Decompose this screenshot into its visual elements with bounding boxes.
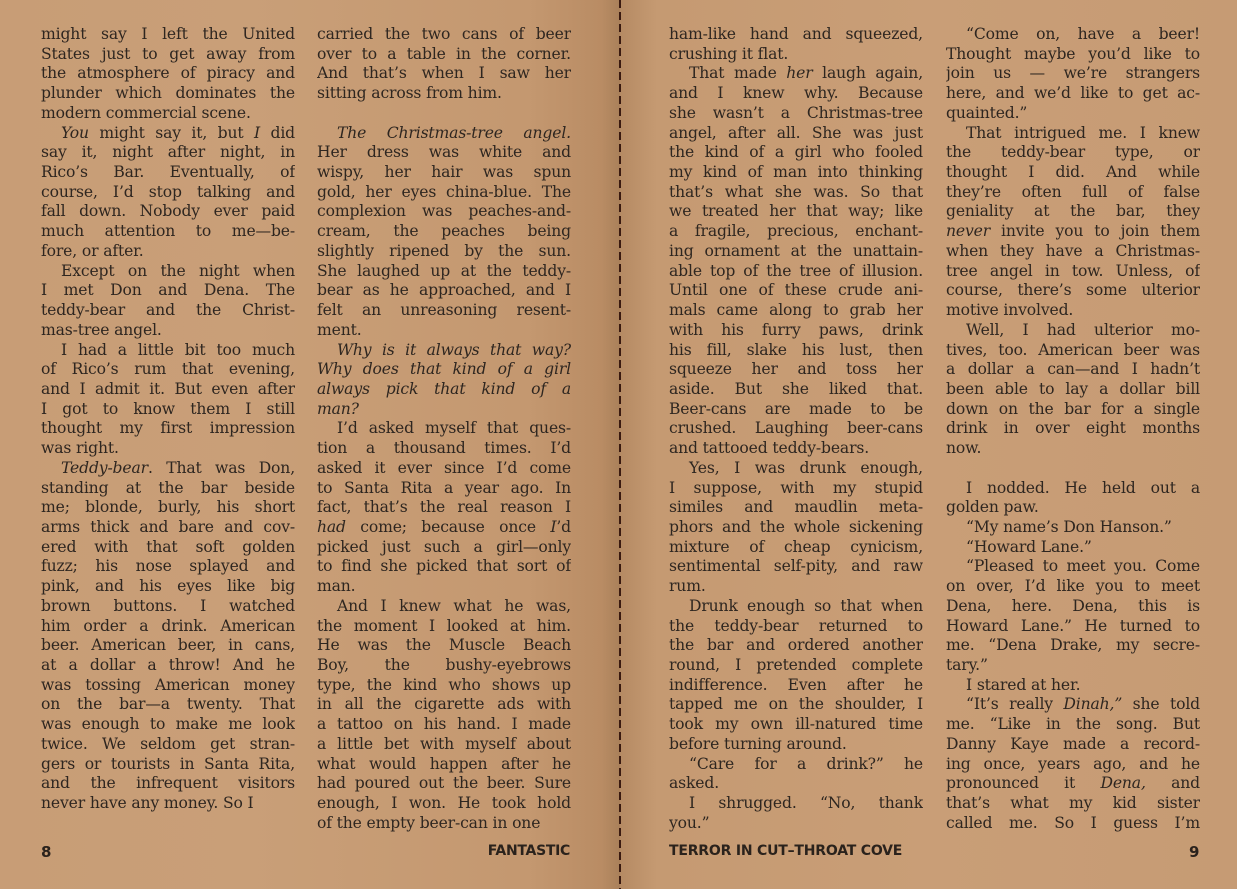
text-line: complexion was peaches-and- bbox=[317, 202, 571, 221]
text-column-2 bbox=[317, 25, 571, 833]
text-line: squeeze her and toss her bbox=[669, 360, 923, 379]
text-line: down on the bar for a single bbox=[946, 399, 1200, 418]
text-line: me; blonde, burly, his short bbox=[41, 498, 295, 517]
text-line: we treated her that way; like bbox=[669, 202, 923, 221]
text-line: tives, too. American beer was bbox=[946, 340, 1200, 359]
text-line: geniality at the bar, they bbox=[946, 202, 1200, 221]
text-line: sentimental self-pity, and raw bbox=[669, 557, 923, 576]
text-line: the atmosphere of piracy and bbox=[41, 64, 295, 83]
text-span: ’d bbox=[556, 517, 571, 536]
text-span: might say it, but bbox=[88, 123, 254, 142]
text-line: Dena, here. Dena, this is bbox=[946, 596, 1200, 615]
text-line: fall down. Nobody ever paid bbox=[41, 202, 295, 221]
text-line: Danny Kaye made a record- bbox=[946, 734, 1200, 753]
text-line: you.” bbox=[669, 813, 710, 832]
text-line: I met Don and Dena. The bbox=[41, 281, 295, 300]
text-line: tary.” bbox=[946, 656, 988, 674]
text-line: they’re often full of false bbox=[946, 182, 1200, 201]
text-line: States just to get away from bbox=[41, 44, 295, 63]
text-line: over to a table in the corner. bbox=[317, 44, 571, 63]
text-line: course, I’d stop talking and bbox=[41, 182, 295, 201]
text-line: He was the Muscle Beach bbox=[317, 636, 571, 655]
page-number-right: 9 bbox=[1189, 843, 1200, 861]
text-line: and I admit it. But even after bbox=[41, 379, 295, 398]
text-line: ham-like hand and squeezed, bbox=[669, 25, 923, 43]
text-line: what would happen after he bbox=[317, 754, 571, 773]
text-line: much attention to me—be- bbox=[41, 222, 295, 241]
text-line: similes and maudlin meta- bbox=[669, 498, 923, 517]
text-line: sitting across from him. bbox=[317, 84, 502, 103]
text-line: I shrugged. “No, thank bbox=[689, 794, 923, 813]
text-line: gers or tourists in Santa Rita, bbox=[41, 754, 295, 773]
text-line: rum. bbox=[669, 577, 706, 596]
text-line: to find she picked that sort of bbox=[317, 557, 571, 576]
text-line: I got to know them I still bbox=[41, 399, 295, 418]
text-line bbox=[317, 518, 571, 538]
text-line: course, there’s some ulterior bbox=[946, 281, 1200, 300]
text-line: the teddy-bear returned to bbox=[669, 616, 923, 635]
page-number-left: 8 bbox=[41, 843, 52, 861]
italic-text: Teddy-bear bbox=[61, 458, 148, 477]
text-line: motive involved. bbox=[946, 301, 1074, 320]
text-line: angel, after all. She was just bbox=[669, 123, 923, 142]
italic-text: never bbox=[946, 222, 991, 241]
text-line: beer. American beer, in cans, bbox=[41, 636, 295, 655]
italic-text: I bbox=[550, 517, 557, 536]
text-span: That made bbox=[689, 64, 787, 83]
text-line: of Rico’s rum that evening, bbox=[41, 360, 295, 379]
text-line: in all the cigarette ads with bbox=[317, 695, 571, 714]
text-line: a fragile, precious, enchant- bbox=[669, 222, 923, 241]
text-line: And that’s when I saw her bbox=[317, 64, 571, 83]
text-line: The Christmas-tree angel. bbox=[337, 123, 571, 142]
text-line: standing at the bar beside bbox=[41, 478, 295, 497]
text-line: the teddy-bear type, or bbox=[946, 143, 1200, 162]
text-line: ing once, years ago, and he bbox=[946, 754, 1200, 773]
text-line: That intrigued me. I knew bbox=[966, 123, 1200, 142]
text-line: and I knew why. Because bbox=[669, 84, 923, 103]
text-line bbox=[946, 222, 1200, 242]
text-line: able top of the tree of illusion. bbox=[669, 261, 923, 280]
running-head-left: FANTASTIC bbox=[487, 843, 570, 859]
text-line: Except on the night when bbox=[61, 261, 295, 280]
text-line: “Care for a drink?” he bbox=[689, 754, 923, 773]
text-line: called me. So I guess I’m bbox=[946, 813, 1200, 832]
text-line: and the infrequent visitors bbox=[41, 774, 295, 793]
text-line: join us — we’re strangers bbox=[946, 64, 1200, 83]
text-column-1 bbox=[41, 25, 295, 814]
text-line: I had a little bit too much bbox=[61, 340, 295, 359]
text-line: ing ornament at the unattain- bbox=[669, 241, 923, 260]
text-line: crushing it flat. bbox=[669, 44, 789, 63]
text-line: a dollar a can—and I hadn’t bbox=[946, 360, 1200, 379]
text-span: invite you to join them bbox=[990, 222, 1200, 241]
text-line: fore, or after. bbox=[41, 241, 144, 260]
italic-text: her bbox=[786, 64, 813, 83]
text-line bbox=[669, 64, 923, 84]
text-line: golden paw. bbox=[946, 498, 1039, 517]
text-line: might say I left the United bbox=[41, 25, 295, 43]
text-line: of the empty beer-can in one bbox=[317, 813, 541, 832]
text-line: Rico’s Bar. Eventually, of bbox=[41, 163, 295, 182]
text-line: She laughed up at the teddy- bbox=[317, 261, 571, 280]
text-line: phors and the whole sickening bbox=[669, 517, 923, 536]
text-line: on the bar—a twenty. That bbox=[41, 695, 295, 714]
text-line: arms thick and bare and cov- bbox=[41, 517, 295, 536]
text-line: on over, I’d like you to meet bbox=[946, 577, 1200, 596]
text-line: Her dress was white and bbox=[317, 143, 571, 162]
text-line: now. bbox=[946, 439, 982, 458]
text-span: laugh again, bbox=[812, 64, 923, 83]
text-line: my kind of man into thinking bbox=[669, 163, 923, 182]
text-line: the kind of a girl who fooled bbox=[669, 143, 923, 162]
text-line: Thought maybe you’d like to bbox=[946, 44, 1200, 63]
italic-text: Dinah,” bbox=[1063, 695, 1123, 714]
text-span: come; because once bbox=[345, 517, 551, 536]
text-span: and bbox=[1145, 774, 1200, 793]
text-line: teddy-bear and the Christ- bbox=[41, 301, 295, 320]
text-span: . That was Don, bbox=[147, 458, 295, 477]
text-line: tion a thousand times. I’d bbox=[317, 439, 571, 458]
text-line: I stared at her. bbox=[966, 675, 1081, 694]
text-line: thought my first impression bbox=[41, 419, 295, 438]
text-line: his fill, slake his lust, then bbox=[669, 340, 923, 359]
text-line: cream, the peaches being bbox=[317, 222, 571, 241]
text-line: ment. bbox=[317, 320, 362, 339]
italic-text: Dena, bbox=[1100, 774, 1146, 793]
text-line: and tattooed teddy-bears. bbox=[669, 439, 870, 458]
text-span: she told bbox=[1122, 695, 1200, 714]
italic-text: I bbox=[253, 123, 260, 142]
text-line: Why does that kind of a girl bbox=[317, 360, 571, 379]
text-line: Drunk enough so that when bbox=[689, 596, 923, 615]
text-line: me. “Dena Drake, my secre- bbox=[946, 636, 1200, 655]
text-line bbox=[946, 695, 1200, 715]
text-line: slightly ripened by the sun. bbox=[317, 241, 571, 260]
text-line: at a dollar a throw! And he bbox=[41, 656, 295, 674]
text-line: Boy, the bushy-eyebrows bbox=[317, 656, 571, 674]
text-line: Beer-cans are made to be bbox=[669, 399, 923, 418]
text-line: took my own ill-natured time bbox=[669, 715, 923, 734]
text-line: the moment I looked at him. bbox=[317, 616, 571, 635]
text-line: never have any money. So I bbox=[41, 794, 254, 813]
text-line: And I knew what he was, bbox=[337, 596, 571, 615]
text-line: enough, I won. He took hold bbox=[317, 794, 571, 813]
text-line: me. “Like in the song. But bbox=[946, 715, 1200, 734]
text-line: man? bbox=[317, 399, 359, 418]
text-line: was tossing American money bbox=[41, 675, 295, 694]
text-line: she wasn’t a Christmas-tree bbox=[669, 103, 923, 122]
text-line: a tattoo on his hand. I made bbox=[317, 715, 571, 734]
text-line: bear as he approached, and I bbox=[317, 281, 571, 300]
text-line: plunder which dominates the bbox=[41, 84, 295, 103]
text-line: always pick that kind of a bbox=[317, 379, 571, 398]
text-line: indifference. Even after he bbox=[669, 675, 923, 694]
text-line: round, I pretended complete bbox=[669, 656, 923, 674]
text-span: “It’s really bbox=[966, 695, 1064, 714]
text-line: him order a drink. American bbox=[41, 616, 295, 635]
text-line: “My name’s Don Hanson.” bbox=[966, 517, 1172, 536]
text-line: Why is it always that way? bbox=[337, 340, 571, 359]
text-line: pink, and his eyes like big bbox=[41, 577, 295, 596]
blank-line bbox=[946, 459, 1200, 479]
text-line: picked just such a girl—only bbox=[317, 537, 571, 556]
text-line: here, and we’d like to get ac- bbox=[946, 84, 1200, 103]
text-line: man. bbox=[317, 577, 356, 596]
text-line: tapped me on the shoulder, I bbox=[669, 695, 923, 714]
text-line: thought I did. And while bbox=[946, 163, 1200, 182]
text-span: pronounced it bbox=[946, 774, 1101, 793]
text-line: say it, night after night, in bbox=[41, 143, 295, 162]
text-line: wispy, her hair was spun bbox=[317, 163, 571, 182]
text-line: modern commercial scene. bbox=[41, 103, 251, 122]
text-line: Until one of these crude ani- bbox=[669, 281, 923, 300]
text-line: with his furry paws, drink bbox=[669, 320, 923, 339]
text-line: mas-tree angel. bbox=[41, 320, 162, 339]
text-line bbox=[41, 459, 295, 479]
text-line: crushed. Laughing beer-cans bbox=[669, 419, 923, 438]
text-line: Howard Lane.” He turned to bbox=[946, 616, 1200, 635]
gutter-stitch-line bbox=[619, 0, 621, 889]
text-line: was enough to make me look bbox=[41, 715, 295, 734]
text-line: fuzz; his nose splayed and bbox=[41, 557, 295, 576]
text-line: I’d asked myself that ques- bbox=[337, 419, 571, 438]
text-line: that’s what she was. So that bbox=[669, 182, 923, 201]
text-column-3 bbox=[669, 25, 923, 833]
text-line: quainted.” bbox=[946, 103, 1028, 122]
text-line: ered with that soft golden bbox=[41, 537, 295, 556]
text-line: had poured out the beer. Sure bbox=[317, 774, 571, 793]
text-column-4 bbox=[946, 25, 1200, 833]
text-line: mals came along to grab her bbox=[669, 301, 923, 320]
text-line: “Howard Lane.” bbox=[966, 537, 1092, 556]
text-line: the bar and ordered another bbox=[669, 636, 923, 655]
text-line: asked. bbox=[669, 774, 720, 793]
text-line: carried the two cans of beer bbox=[317, 25, 571, 43]
text-line bbox=[41, 124, 295, 144]
text-line bbox=[946, 774, 1200, 794]
text-line: drink in over eight months bbox=[946, 419, 1200, 438]
blank-line bbox=[317, 104, 571, 124]
text-line: Yes, I was drunk enough, bbox=[689, 458, 923, 477]
text-line: been able to lay a dollar bill bbox=[946, 379, 1200, 398]
text-line: asked it ever since I’d come bbox=[317, 458, 571, 477]
text-line: a little bet with myself about bbox=[317, 734, 571, 753]
text-line: tree angel in tow. Unless, of bbox=[946, 261, 1200, 280]
text-line: brown buttons. I watched bbox=[41, 596, 295, 615]
text-line: before turning around. bbox=[669, 734, 847, 753]
text-line: Well, I had ulterior mo- bbox=[966, 320, 1200, 339]
running-head-right: TERROR IN CUT–THROAT COVE bbox=[669, 843, 903, 859]
text-line: I suppose, with my stupid bbox=[669, 478, 923, 497]
text-line: fact, that’s the real reason I bbox=[317, 498, 571, 517]
text-span: did bbox=[260, 123, 295, 142]
text-line: I nodded. He held out a bbox=[966, 478, 1200, 497]
text-line: mixture of cheap cynicism, bbox=[669, 537, 923, 556]
text-line: when they have a Christmas- bbox=[946, 241, 1200, 260]
text-line: felt an unreasoning resent- bbox=[317, 301, 571, 320]
text-line: that’s what my kid sister bbox=[946, 794, 1200, 813]
text-line: was right. bbox=[41, 439, 119, 458]
text-line: aside. But she liked that. bbox=[669, 379, 923, 398]
italic-text: You bbox=[61, 123, 89, 142]
text-line: “Come on, have a beer! bbox=[966, 25, 1200, 43]
text-line: to Santa Rita a year ago. In bbox=[317, 478, 571, 497]
text-line: type, the kind who shows up bbox=[317, 675, 571, 694]
text-line: twice. We seldom get stran- bbox=[41, 734, 295, 753]
italic-text: had bbox=[317, 517, 346, 536]
text-line: “Pleased to meet you. Come bbox=[966, 557, 1200, 576]
text-line: gold, her eyes china-blue. The bbox=[317, 182, 571, 201]
